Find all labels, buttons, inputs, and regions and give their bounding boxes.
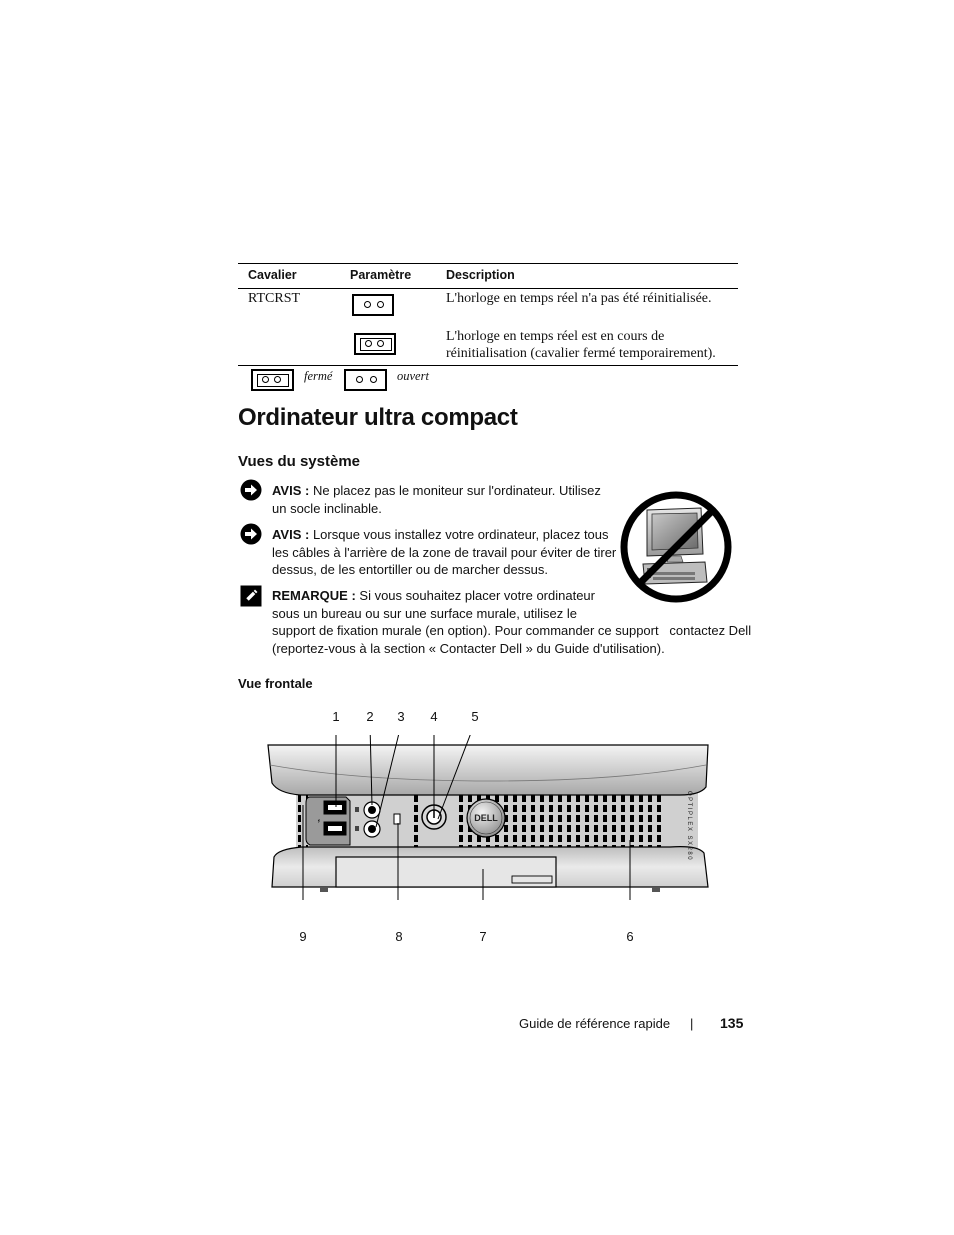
callout-3: 3 (397, 709, 405, 724)
header-parametre: Paramètre (350, 268, 412, 282)
notice-1-line1: Ne placez pas le moniteur sur l'ordinateur. Utilisez (312, 483, 601, 498)
table-header-rule (238, 288, 738, 289)
row2-description-line1: L'horloge en temps réel est en cours de (446, 329, 665, 344)
page-number: 135 (720, 1015, 744, 1031)
callout-5: 5 (471, 709, 479, 724)
jumper-name: RTCRST (248, 291, 301, 306)
notice-2-label: AVIS : (272, 527, 310, 542)
dell-logo-text: DELL (474, 813, 498, 823)
notice-2-line3: dessus, de les entortiller ou de marcher dessus. (272, 562, 549, 577)
notice-1-line2: un socle inclinable. (272, 500, 382, 516)
callout-7: 7 (479, 929, 487, 944)
legend-closed-jumper-icon (251, 369, 294, 391)
no-monitor-on-computer-icon (617, 488, 735, 606)
computer-front-view-illustration (260, 735, 720, 900)
notice-arrow-icon (240, 479, 262, 501)
section-subtitle: Vues du système (238, 453, 360, 470)
callout-4: 4 (430, 709, 438, 724)
notice-3-line2: sous un bureau ou sur une surface murale, utilisez le (272, 605, 577, 621)
notice-3-label: REMARQUE : (272, 588, 356, 603)
callout-1: 1 (332, 709, 340, 724)
callout-6: 6 (626, 929, 634, 944)
table-top-rule (238, 263, 738, 264)
legend-open-label: ouvert (397, 369, 429, 383)
notice-1 (272, 482, 601, 517)
callout-9: 9 (299, 929, 307, 944)
header-cavalier: Cavalier (248, 268, 297, 282)
jumper-open-icon (352, 294, 394, 316)
front-view-title: Vue frontale (238, 676, 313, 691)
footer-guide-title: Guide de référence rapide (519, 1016, 671, 1031)
svg-text:⌁: ⌁ (315, 818, 323, 823)
callout-8: 8 (395, 929, 403, 944)
notice-1-label: AVIS : (272, 483, 310, 498)
model-text: OPTIPLEX SX280 (686, 791, 692, 862)
callout-2: 2 (366, 709, 374, 724)
legend-closed-label: fermé (304, 369, 333, 383)
notice-2-line2: les câbles à l'arrière de la zone de travail pour éviter de tirer (272, 544, 617, 560)
notice-3-line4: (reportez-vous à la section « Contacter Dell » du Guide d'utilisation). (272, 640, 665, 656)
notice-3-line3: support de fixation murale (en option). Pour commander ce support contactez Dell (272, 623, 752, 638)
notice-arrow-icon (240, 523, 262, 545)
notice-3-line1: Si vous souhaitez placer votre ordinateur (359, 588, 595, 603)
notice-2-line1: Lorsque vous installez votre ordinateur, placez tous (312, 527, 609, 542)
footer-separator: | (690, 1016, 694, 1031)
legend-open-jumper-icon (344, 369, 387, 391)
section-title: Ordinateur ultra compact (238, 404, 518, 431)
notice-2 (272, 526, 616, 579)
row1-description: L'horloge en temps réel n'a pas été réinitialisée. (446, 291, 712, 306)
row2-description-line2: réinitialisation (cavalier fermé temporairement). (446, 346, 716, 361)
jumper-closed-icon (354, 333, 396, 355)
note-pencil-icon (240, 585, 262, 607)
table-bottom-rule (238, 365, 738, 366)
header-description: Description (446, 268, 515, 282)
